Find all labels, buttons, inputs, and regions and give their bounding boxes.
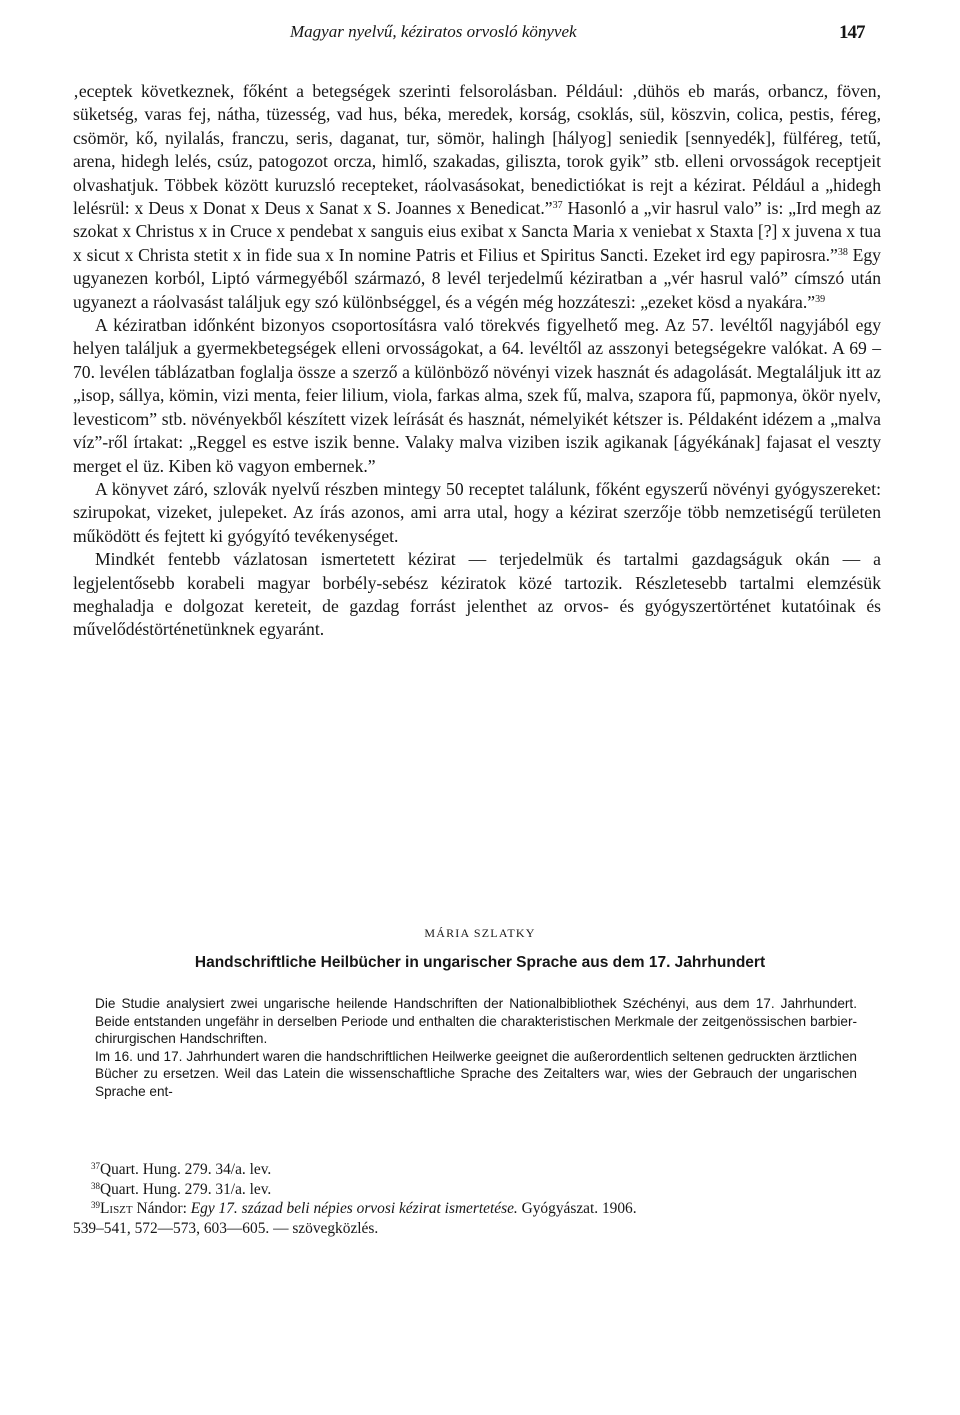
paragraph-1-part-a: ‚eceptek következnek, főként a betegségek szerinti felsorolásban. Például: ‚dühös eb marás, orbancz, föven, süketség, varas fej, nátha, tüzesség, vad hus, béka, meredek, korság, csoklás, sül, köszvin, colica, pestis, féreg, csömör, kő, nyilalás, franczu, seris, daganat, tur, sömör, halingh [hályog] seniedik [sennyedék], fülféreg, tetű, arena, hidegh lelés, csúz, patogozot orcza, himlő, szakadas, giliszta, torok gyik” stb. elleni orvosságok receptjeit olvashatjuk. Többek között kuruzsló recepteket, ráolvasásokat, benedictiókat is rejt a kézirat. Például a „hidegh lelésrül: x Deus x Donat x Deus x Sanat x S. Joannes x Benedicat.” [73,81,881,219]
summary-paragraph-1: Die Studie analysiert zwei ungarische heilende Handschriften der Nationalbibliothek Széchényi, aus dem 17. Jahrhundert. Beide entstanden ungefähr in derselben Periode und enthalten die charakteristischen Merkmale der zeitgenössischen barbier-chirurgischen Handschriften. [95,996,857,1047]
page-header [0,22,960,52]
footnote-ref-37: 37 [552,200,563,212]
footnote-39-number: 39 [91,1200,100,1211]
footnote-38 [73,1180,881,1200]
footnotes [73,1160,881,1238]
summary-author: MÁRIA SZLATKY [424,926,536,940]
footnote-39 [73,1199,881,1219]
paragraph-1-part-c: Egy ugyanezen korból, Liptó vármegyéből származó, 8 levél terjedelmű kéziratban a „vér hasrul való” címszó után ugyanezt a ráolvasást találjuk egy szó különbséggel, és a végén még hozzáteszi: „ezeket kösd a nyakára.” [73,244,881,312]
footnote-39-author-first: Nándor: [132,1200,191,1218]
footnote-37-number: 37 [91,1161,100,1171]
german-summary [95,995,857,1101]
paragraph-1-part-b: Hasonló a „vir hasrul valo” is: „Ird megh az szokat x Christus x in Cruce x pendebat x sanguis eius exibat x Sancta Maria x veniebat x Staxta [?] x juvena x tua x sicut x Christa stetit x in fide sua x In nomine Patris et Filius et Spiritus Sancti. Ezeket ird egy papirosra.” [73,198,881,265]
paragraph-1 [73,80,881,314]
paragraph-4: Mindkét fentebb vázlatosan ismertetett kézirat — terjedelmük és tartalmi gazdagságuk okán — a legjelentősebb korabeli magyar borbély-sebész kéziratok közé tartozik. Részletesebb tartalmi elemzésük meghaladja e dolgozat kereteit, de gazdag forrást jelenthet az orvos- és gyógyszertörténet kutatóinak és művelődéstörténetünknek egyaránt. [73,549,881,640]
footnote-39-author: Liszt [100,1200,133,1218]
footnote-38-number: 38 [91,1180,100,1191]
summary-title: Handschriftliche Heilbücher in ungarischer Sprache aus dem 17. Jahrhundert [194,954,766,971]
footnote-ref-38: 38 [837,246,848,258]
footnote-39-journal: Gyógyászat. 1906. [517,1200,637,1218]
footnote-39-continuation: 539–541, 572—573, 603—605. — szövegközlés. [73,1219,379,1237]
summary-paragraph-2: Im 16. und 17. Jahrhundert waren die handschriftlichen Heilwerke geeignet die außerordentlich seltenen gedruckten ärztlichen Bücher zu ersetzen. Weil das Latein die wissenschaftliche Sprache des Zeitalters war, wies der Gebrauch der ungarischen Sprache ent- [95,1048,857,1099]
paragraph-3: A könyvet záró, szlovák nyelvű részben mintegy 50 receptet találunk, főként egyszerű növényi gyógyszereket: szirupokat, vizeket, julepeket. Az írás azonos, ami arra utal, hogy a kézirat szerzője több nemzetiségű területen működött és fejtett ki gyógyító tevékenységet. [73,478,881,546]
footnote-ref-39: 39 [815,293,826,305]
footnote-37 [73,1160,881,1180]
running-title: Magyar nyelvű, kéziratos orvosló könyvek [290,22,577,41]
footnote-38-text: Quart. Hung. 279. 31/a. lev. [100,1180,272,1198]
footnote-37-text: Quart. Hung. 279. 34/a. lev. [100,1161,272,1178]
paragraph-2: A kéziratban időnként bizonyos csoportosításra való törekvés figyelhető meg. Az 57. levéltől nagyjából egy helyen találjuk a gyermekbetegségek elleni orvosságokat, a 64. levéltől az asszonyi betegségekre valókat. A 69 – 70. levélen táblázatban foglalja össze a szerző a különböző növényi vizek hasznát és adagolását. Megtaláljuk itt az „isop, sállya, kömin, vizi menta, feier lilium, viola, farkas alma, szek fű, malva, szapora fű, papmonya, ökör nyelv, levesticom” stb. növényekből készített vizek leírását és hasznát, némelyikét kétszer is. Példaként idézem a „malva víz”-ről írtakat: „Reggel es estve iszik benne. Valaky malva viziben iszik agikanak [ágyékának] fajasat el veszty merget el üz. Kiben kö vagyon embernek.” [73,315,881,476]
footnote-39-title: Egy 17. század beli népies orvosi kézirat ismertetése. [190,1200,518,1218]
page-number: 147 [839,22,865,43]
main-text [73,80,881,642]
